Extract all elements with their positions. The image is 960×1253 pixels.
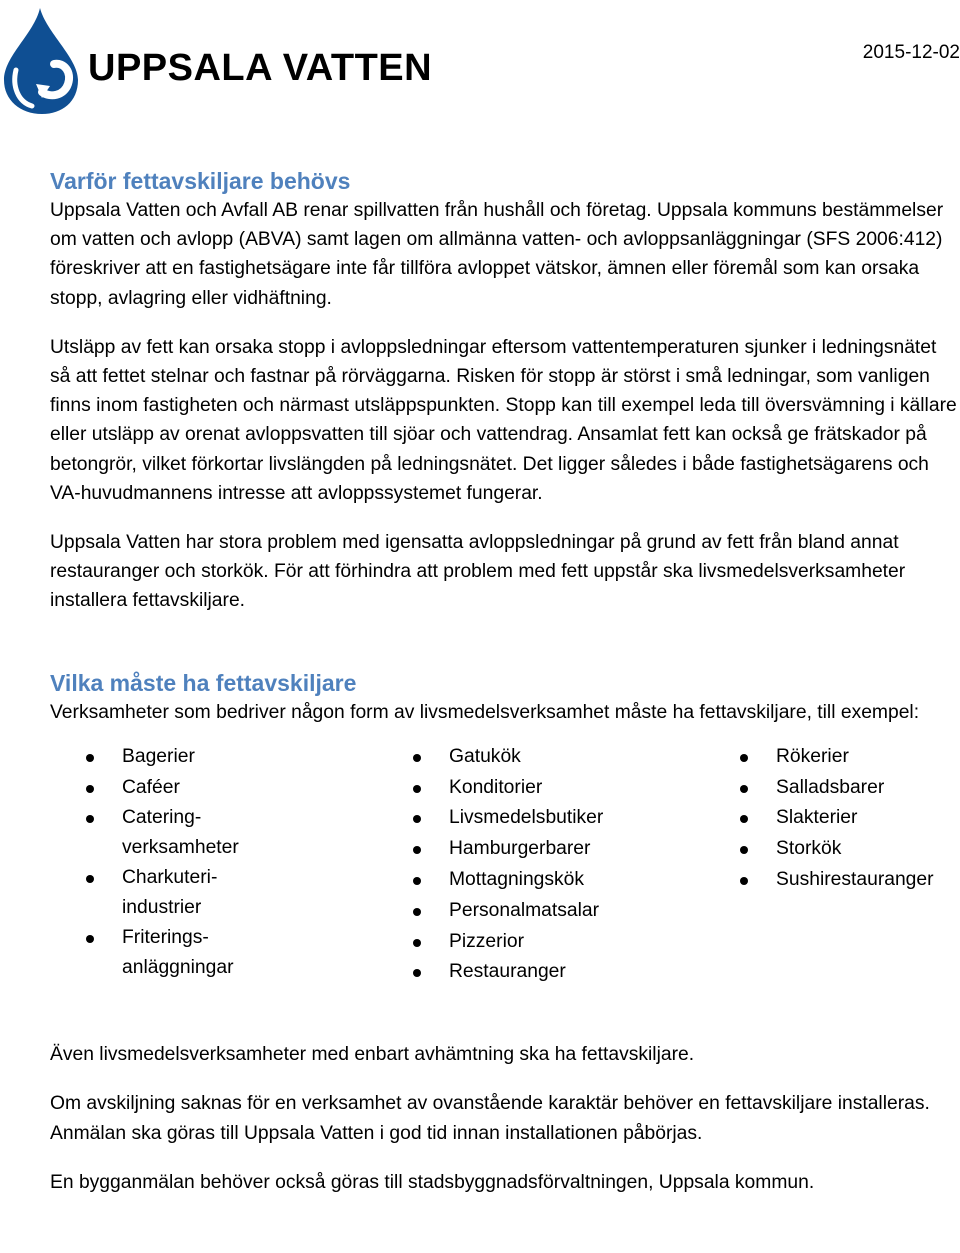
list-item: Slakterier: [740, 803, 960, 832]
paragraph: En bygganmälan behöver också göras till stadsbyggnadsförvaltningen, Uppsala kommun.: [50, 1171, 815, 1193]
paragraph: Utsläpp av fett kan orsaka stopp i avloppsledningar eftersom vattentemperaturen sjunker i ledningsnätet så att fettet stelnar och fastnar på rörväggarna. Risken för stopp är störst i små ledningar, som vanligen finns inom fastigheten och närmast utsläppspunkten. Stopp kan till exempel leda till översvämning i källare eller utsläpp av orenat avloppsvatten till sjöar och vattendrag. Ansamlat fett kan också ge frätskador på betongrör, vilket förkortar livslängden på ledningsnätet. Det ligger således i både fastighetsägarens och VA-huvudmannens intresse att avloppssystemet fungerar.: [50, 336, 957, 504]
list-item: Mottagningskök: [413, 865, 740, 894]
bullet-icon: [740, 877, 748, 885]
section-heading-who: Vilka måste ha fettavskiljare: [50, 669, 357, 696]
logo-wordmark: UPPSALA VATTEN: [88, 47, 433, 89]
list-item: Catering- verksamheter: [86, 803, 272, 861]
bullet-icon: [413, 785, 421, 793]
paragraph: Om avskiljning saknas för en verksamhet av ovanstående karaktär behöver en fettavskiljare installeras. Anmälan ska göras till Uppsala Vatten i god tid innan installationen påbörjas.: [50, 1093, 930, 1144]
bullet-icon: [413, 939, 421, 947]
bullet-icon: [86, 935, 94, 943]
bullet-icon: [740, 785, 748, 793]
list-item: Livsmedelsbutiker: [413, 803, 740, 832]
list-item: Charkuteri- industrier: [86, 863, 272, 921]
bullet-icon: [740, 846, 748, 854]
paragraph: Uppsala Vatten har stora problem med igensatta avloppsledningar på grund av fett från bland annat restauranger och storkök. För att förhindra att problem med fett uppstår ska livsmedelsverksamheter installera fettavskiljare.: [50, 532, 906, 612]
bullet-icon: [413, 846, 421, 854]
list-item: Caféer: [86, 773, 413, 802]
list-item: Pizzerior: [413, 927, 740, 956]
document-body: [50, 166, 960, 1197]
bullet-icon: [740, 815, 748, 823]
list-item: Konditorier: [413, 773, 740, 802]
bullet-icon: [740, 754, 748, 762]
list-item: Storkök: [740, 834, 960, 863]
list-item: Rökerier: [740, 742, 960, 771]
business-list-column-2: [413, 742, 740, 988]
bullet-icon: [86, 785, 94, 793]
bullet-icon: [413, 754, 421, 762]
business-list-column-3: [740, 742, 960, 988]
list-item: Restauranger: [413, 957, 740, 986]
list-item: Gatukök: [413, 742, 740, 771]
list-item: Hamburgerbarer: [413, 834, 740, 863]
company-logo: [2, 6, 433, 116]
bullet-icon: [86, 815, 94, 823]
paragraph: Uppsala Vatten och Avfall AB renar spillvatten från hushåll och företag. Uppsala kommuns bestämmelser om vatten och avlopp (ABVA) samt lagen om allmänna vatten- och avloppsanläggningar (SFS 2006:412) föreskriver att en fastighetsägare inte får tillföra avloppet vätskor, ämnen eller föremål som kan orsaka stopp, avlagring eller vidhäftning.: [50, 200, 944, 309]
document-date: 2015-12-02: [862, 42, 960, 63]
business-type-lists: [86, 742, 960, 988]
paragraph: Även livsmedelsverksamheter med enbart avhämtning ska ha fettavskiljare.: [50, 1044, 695, 1066]
section-heading-why: Varför fettavskiljare behövs: [50, 168, 351, 194]
list-item: Bagerier: [86, 742, 413, 771]
paragraph-intro: Verksamheter som bedriver någon form av livsmedelsverksamhet måste ha fettavskiljare, till exempel:: [50, 701, 920, 723]
water-drop-logo-icon: [2, 6, 88, 116]
list-item: Salladsbarer: [740, 773, 960, 802]
bullet-icon: [413, 908, 421, 916]
list-item: Personalmatsalar: [413, 896, 740, 925]
bullet-icon: [413, 969, 421, 977]
bullet-icon: [86, 754, 94, 762]
bullet-icon: [413, 877, 421, 885]
list-item: Friterings- anläggningar: [86, 923, 272, 981]
list-item: Sushirestauranger: [740, 865, 960, 894]
business-list-column-1: [86, 742, 413, 988]
bullet-icon: [413, 815, 421, 823]
bullet-icon: [86, 875, 94, 883]
